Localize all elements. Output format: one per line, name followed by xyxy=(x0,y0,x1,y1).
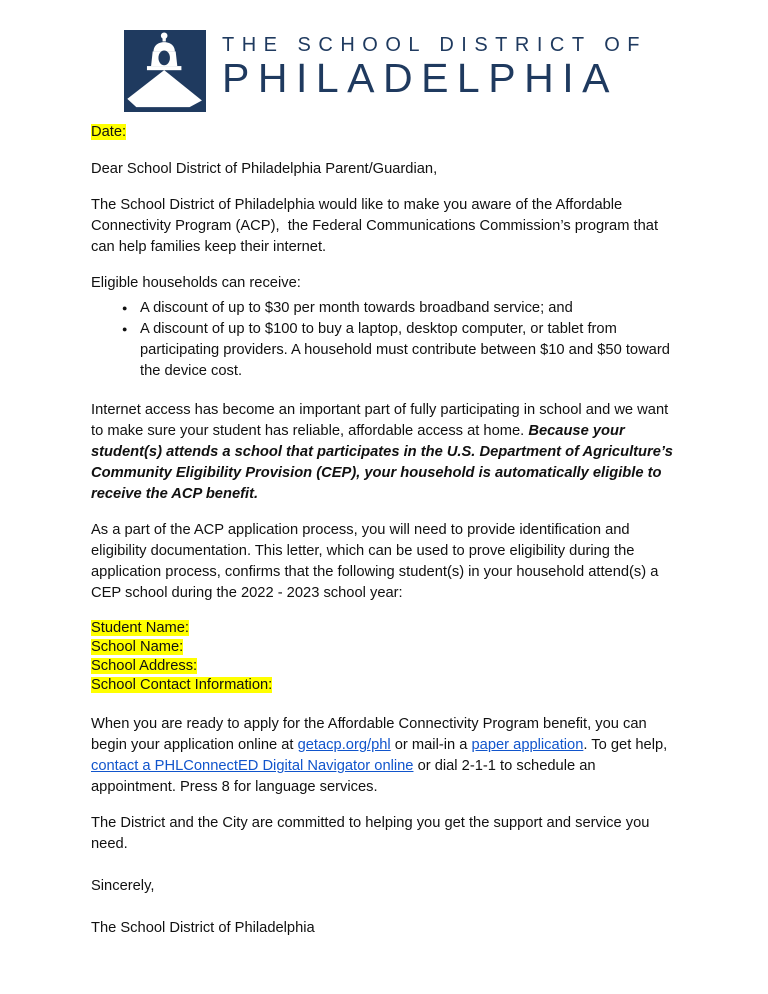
field-line xyxy=(91,657,677,676)
bullet-icon: ● xyxy=(122,303,128,313)
field-line xyxy=(91,619,677,638)
paper-application-link[interactable]: paper application xyxy=(471,737,584,753)
paragraph-commitment: The District and the City are committed to helping you get the support and service you need. xyxy=(91,815,654,852)
wordmark-line1: THE SCHOOL DISTRICT OF xyxy=(221,34,648,56)
bell-tower-crest-icon xyxy=(121,30,209,112)
field-line xyxy=(91,638,677,657)
bullet-icon: ● xyxy=(122,324,128,334)
paragraph-application-process: As a part of the ACP application process, you will need to provide identification and eligibility documentation. This letter, which can be used to prove eligibility during the application process, confirms that the following student(s) in your household attend(s) a CEP school during the 2022 - 2023 school year: xyxy=(91,522,663,601)
getacp-link[interactable]: getacp.org/phl xyxy=(297,737,391,753)
apply-text-3: . To get help, xyxy=(583,737,672,753)
school-contact-field: School Contact Information: xyxy=(91,677,273,693)
date-line xyxy=(91,122,677,143)
benefits-list xyxy=(91,298,677,382)
date-field: Date: xyxy=(91,124,127,140)
apply-text-2: or mail-in a xyxy=(390,737,472,753)
paragraph-apply xyxy=(91,714,677,798)
paragraph-acp-intro: The School District of Philadelphia would like to make you aware of the Affordable Connectivity Program (ACP), the Federal Communications Commission’s program that can help families keep their internet. xyxy=(91,197,663,255)
school-address-field: School Address: xyxy=(91,658,198,674)
wordmark-line2: PHILADELPHIA xyxy=(221,55,618,101)
student-info-fields xyxy=(91,619,677,695)
salutation: Dear School District of Philadelphia Parent/Guardian, xyxy=(91,161,438,177)
paragraph-internet-access xyxy=(91,400,677,505)
closing: Sincerely, xyxy=(91,878,155,894)
student-name-field: Student Name: xyxy=(91,620,189,636)
district-logo xyxy=(0,0,768,112)
school-name-field: School Name: xyxy=(91,639,184,655)
field-line xyxy=(91,676,677,695)
benefit-text: A discount of up to $100 to buy a laptop, desktop computer, or tablet from participating providers. A household must contribute between $10 and $50 toward the device cost. xyxy=(140,321,670,379)
phlconnected-navigator-link[interactable]: contact a PHLConnectED Digital Navigator online xyxy=(91,758,414,774)
eligible-intro: Eligible households can receive: xyxy=(91,275,301,291)
internet-access-text: Internet access has become an important part of fully participating in school and we want to make sure your student has reliable, affordable access at home. xyxy=(91,402,673,439)
apply-text-1: When you are ready to apply for the Affordable Connectivity Program benefit, you can begin your application online at xyxy=(91,716,651,753)
apply-text-4: or dial 2-1-1 to schedule an appointment. Press 8 for language services. xyxy=(91,758,600,795)
cep-eligibility-statement: Because your student(s) attends a school that participates in the U.S. Department of Agriculture’s Community Eligibility Provision (CEP), your household is automatically eligible to receive the ACP benefit. xyxy=(91,423,677,502)
district-wordmark xyxy=(222,30,647,100)
letter-body xyxy=(91,122,677,939)
signature: The School District of Philadelphia xyxy=(91,920,315,936)
list-item xyxy=(122,298,677,319)
list-item xyxy=(122,319,677,382)
benefit-text: A discount of up to $30 per month towards broadband service; and xyxy=(140,300,573,316)
